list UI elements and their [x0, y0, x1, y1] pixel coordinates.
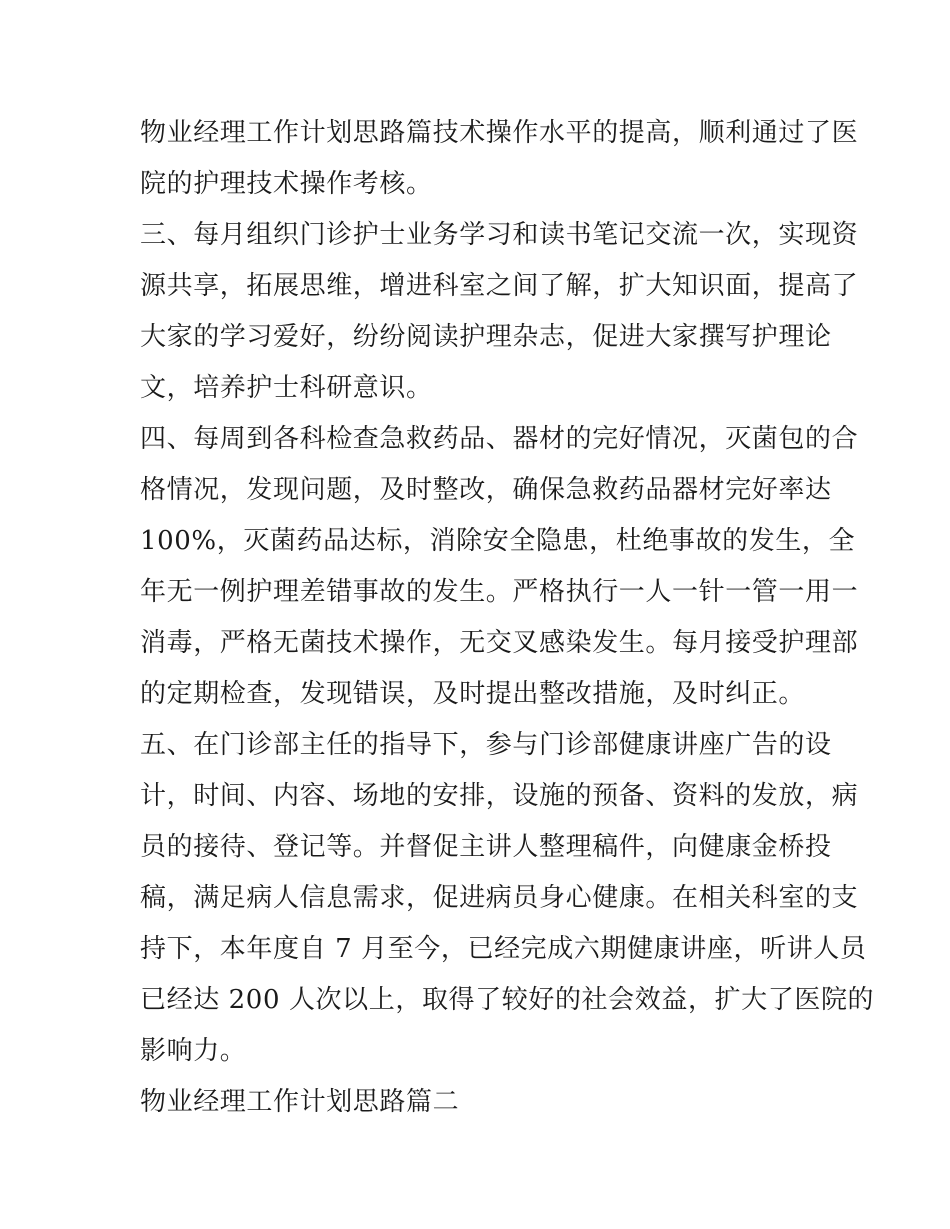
text-line: 的定期检查，发现错误，及时提出整改措施，及时纠正。 — [140, 679, 806, 709]
text-line: 三、每月组织门诊护士业务学习和读书笔记交流一次，实现资 — [140, 220, 859, 250]
text-line: 院的护理技术操作考核。 — [140, 169, 433, 199]
text-line: 文，培养护士科研意识。 — [140, 373, 433, 403]
document-body — [140, 108, 875, 1128]
text-line: 年无一例护理差错事故的发生。严格执行一人一针一管一用一 — [140, 577, 859, 607]
text-line: 格情况，发现问题，及时整改，确保急救药品器材完好率达 — [140, 475, 832, 505]
text-line: 大家的学习爱好，纷纷阅读护理杂志，促进大家撰写护理论 — [140, 322, 832, 352]
text-line: 计，时间、内容、场地的安排，设施的预备、资料的发放，病 — [140, 781, 859, 811]
text-line: 影响力。 — [140, 1036, 247, 1066]
text-line: 消毒，严格无菌技术操作，无交叉感染发生。每月接受护理部 — [140, 628, 859, 658]
text-line: 四、每周到各科检查急救药品、器材的完好情况，灭菌包的合 — [140, 424, 859, 454]
text-line: 物业经理工作计划思路篇技术操作水平的提高，顺利通过了医 — [140, 118, 859, 148]
text-line: 源共享，拓展思维，增进科室之间了解，扩大知识面，提高了 — [140, 271, 859, 301]
text-line: 五、在门诊部主任的指导下，参与门诊部健康讲座广告的设 — [140, 730, 832, 760]
text-line: 员的接待、登记等。并督促主讲人整理稿件，向健康金桥投 — [140, 832, 832, 862]
text-line: 稿，满足病人信息需求，促进病员身心健康。在相关科室的支 — [140, 883, 859, 913]
text-line: 持下，本年度自 7 月至今，已经完成六期健康讲座，听讲人员 — [140, 934, 867, 964]
section-heading: 物业经理工作计划思路篇二 — [140, 1087, 460, 1117]
text-line: 已经达 200 人次以上，取得了较好的社会效益，扩大了医院的 — [140, 985, 875, 1015]
text-line: 100%，灭菌药品达标，消除安全隐患，杜绝事故的发生，全 — [140, 526, 856, 556]
